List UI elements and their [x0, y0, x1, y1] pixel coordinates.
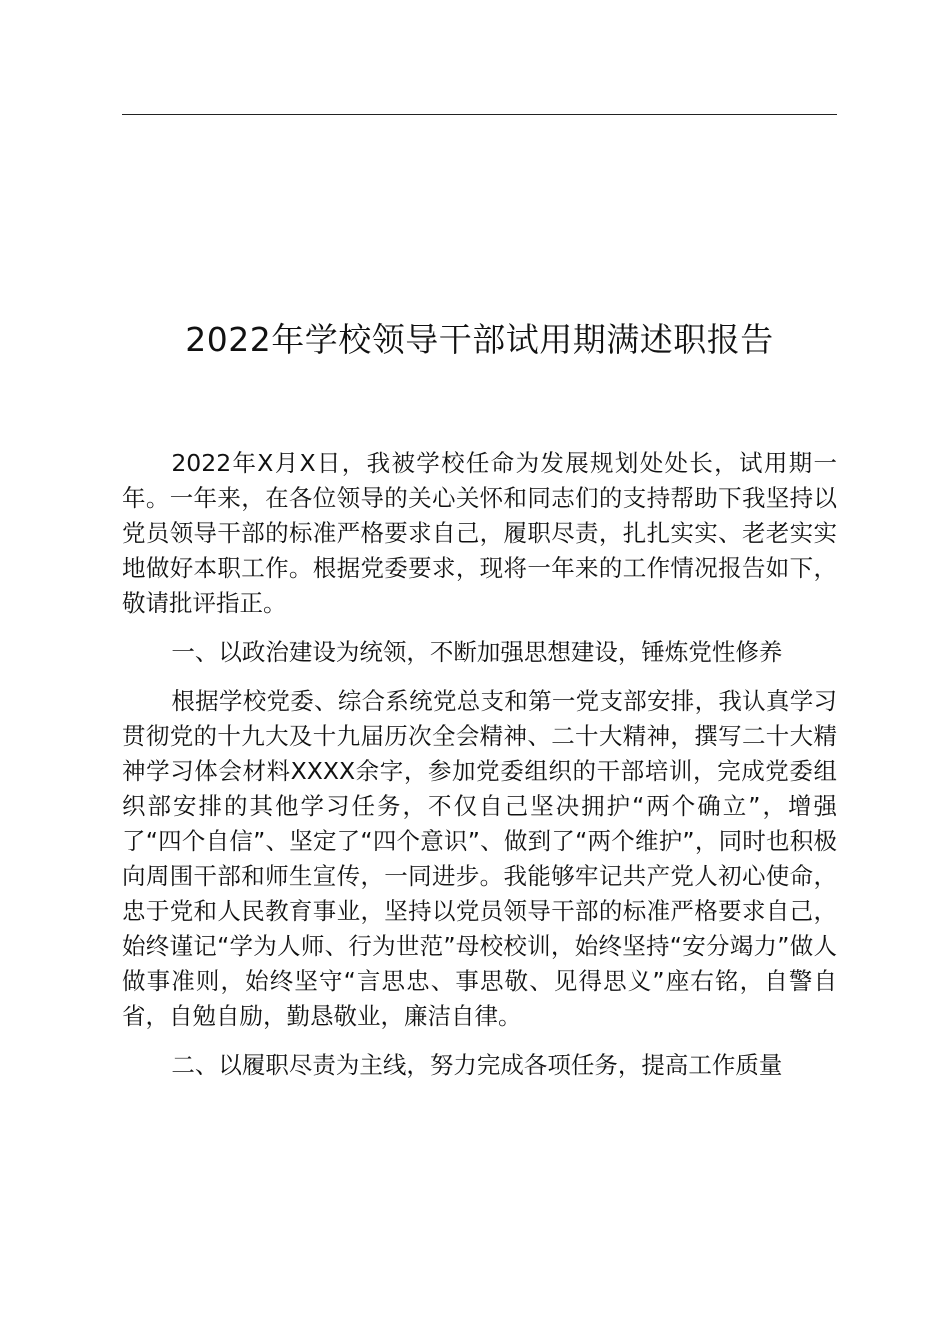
section-heading-one: 一、以政治建设为统领，不断加强思想建设，锤炼党性修养: [171, 638, 783, 666]
document-title: 2022年学校领导干部试用期满述职报告: [185, 320, 774, 359]
paragraph-intro: 2022年X月X日，我被学校任命为发展规划处处长，试用期一年。一年来，在各位领导的关心关怀和同志们的支持帮助下我坚持以党员领导干部的标准严格要求自己，履职尽责，扎扎实实、老老实实地做好本职工作。根据党委要求，现将一年来的工作情况报告如下，敬请批评指正。: [122, 449, 837, 617]
document-body: [122, 446, 837, 1097]
paragraph-political-study: 根据学校党委、综合系统党总支和第一党支部安排，我认真学习贯彻党的十九大及十九届历次全会精神、二十大精神，撰写二十大精神学习体会材料XXXX余字，参加党委组织的干部培训，完成党委组织部安排的其他学习任务，不仅自己坚决拥护“两个确立”，增强了“四个自信”、坚定了“四个意识”、做到了“两个维护”，同时也积极向周围干部和师生宣传，一同进步。我能够牢记共产党人初心使命，忠于党和人民教育事业，坚持以党员领导干部的标准严格要求自己，始终谨记“学为人师、行为世范”母校校训，始终坚持“安分竭力”做人做事准则，始终坚守“言思忠、事思敬、见得思义”座右铭，自警自省，自勉自励，勤恳敬业，廉洁自律。: [122, 687, 837, 1030]
section-heading-two: 二、以履职尽责为主线，努力完成各项任务，提高工作质量: [171, 1051, 783, 1079]
header-rule: [122, 114, 837, 115]
